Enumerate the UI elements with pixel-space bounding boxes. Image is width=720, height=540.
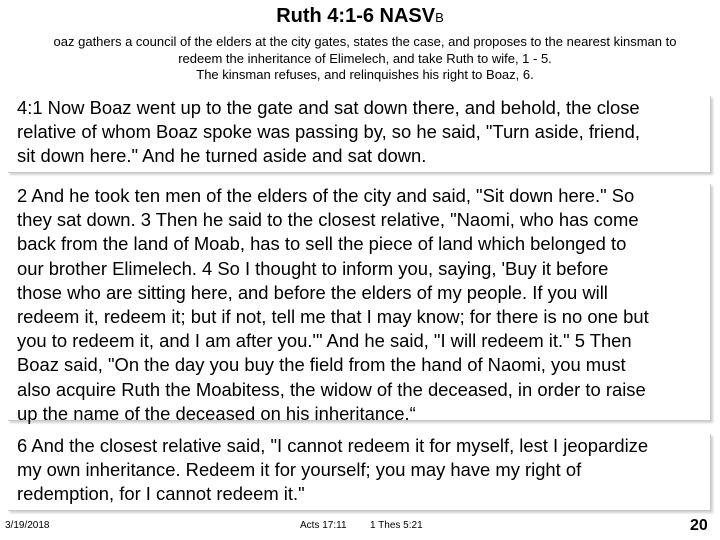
slide-title-suffix: B: [435, 10, 444, 25]
summary-line: redeem the inheritance of Elimelech, and take Ruth to wife, 1 - 5.: [178, 50, 552, 66]
verse-line: Boaz said, "On the day you buy the field from the hand of Naomi, you must: [17, 354, 626, 376]
verse-line: our brother Elimelech. 4 So I thought to inform you, saying, 'Buy it before: [17, 257, 609, 279]
footer-reference-acts: Acts 17:11: [300, 520, 347, 531]
verse-line: relative of whom Boaz spoke was passing by, so he said, "Turn aside, friend,: [17, 121, 640, 143]
verse-line: back from the land of Moab, has to sell the piece of land which belonged to: [17, 233, 627, 255]
verse-line: 4:1 Now Boaz went up to the gate and sat down there, and behold, the close: [17, 97, 640, 118]
summary-line: oaz gathers a council of the elders at the city gates, states the case, and proposes to the nearest kinsman to: [53, 34, 677, 49]
chapter-summary: [20, 34, 710, 84]
footer-date: 3/19/2018: [5, 520, 50, 531]
verse-line: also acquire Ruth the Moabitess, the widow of the deceased, in order to raise: [17, 378, 646, 400]
verse-line: sit down here." And he turned aside and sat down.: [17, 145, 427, 167]
footer-reference-thes: 1 Thes 5:21: [370, 520, 423, 531]
page-number: 20: [690, 517, 708, 534]
verse-line: my own inheritance. Redeem it for yourself; you may have my right of: [17, 459, 582, 481]
verse-line: they sat down. 3 Then he said to the closest relative, "Naomi, who has come: [17, 209, 639, 231]
verse-line: 2 And he took ten men of the elders of the city and said, "Sit down here." So: [17, 185, 635, 206]
slide-title-main: Ruth 4:1-6 NASV: [276, 5, 436, 27]
verse-box-2: [8, 184, 711, 424]
verse-line: redeem it, redeem it; but if not, tell me that I may know; for there is no one but: [17, 306, 649, 328]
slide-title: [0, 4, 720, 30]
verse-line: 6 And the closest relative said, "I cannot redeem it for myself, lest I jeopardize: [17, 435, 649, 456]
verse-line: you to redeem it, and I am after you.'" And he said, "I will redeem it." 5 Then: [17, 330, 632, 352]
verse-line: redemption, for I cannot redeem it.": [17, 483, 305, 505]
verse-line: those who are sitting here, and before the elders of my people. If you will: [17, 281, 608, 303]
verse-box-1: [8, 96, 711, 173]
summary-line: The kinsman refuses, and relinquishes his right to Boaz, 6.: [196, 67, 534, 82]
verse-line: up the name of the deceased on his inheritance.“: [17, 402, 416, 424]
verse-box-3: [8, 434, 711, 511]
